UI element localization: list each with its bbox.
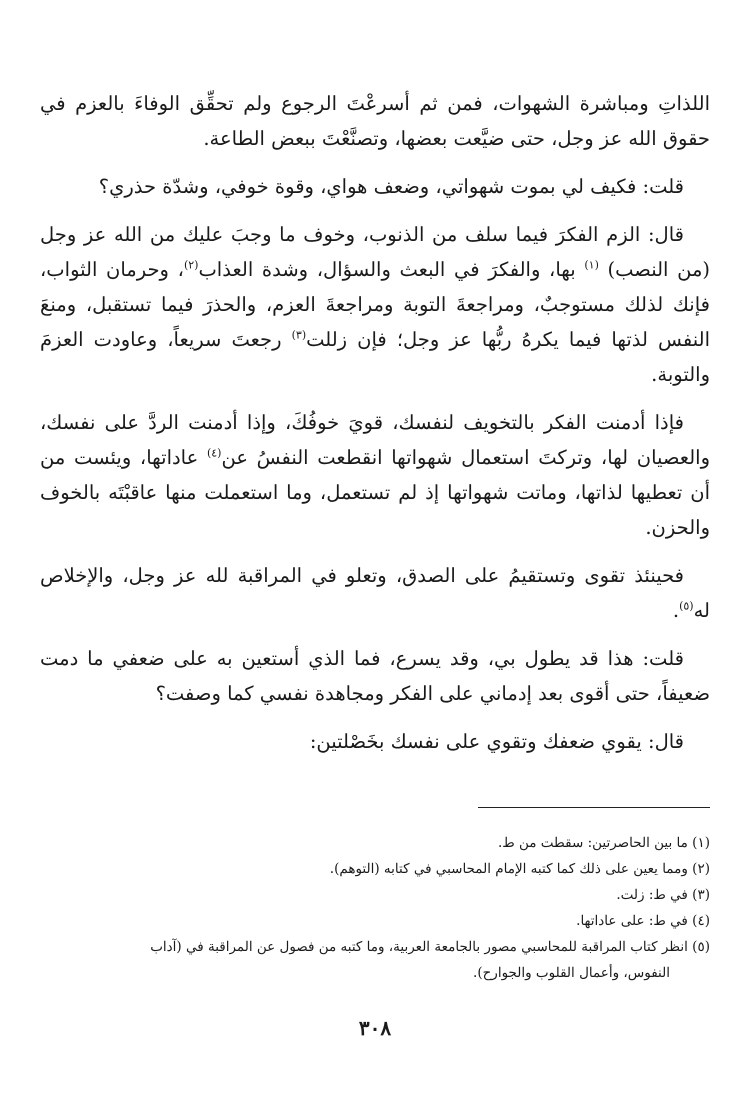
footnotes [40,830,710,986]
footnote-separator [478,807,710,808]
footnote-4 [40,908,710,934]
page-number: ٣٠٨ [358,1016,392,1040]
footnote-number: (١) [692,835,710,851]
footnote-ref-5[interactable]: (٥) [679,599,694,613]
footnote-text: ومما يعين على ذلك كما كتبه الإمام المحاسبي في كتابه (التوهم). [329,861,688,877]
footnote-3 [40,882,710,908]
footnote-text: انظر كتاب المراقبة للمحاسبي مصور بالجامعة العربية، وما كتبه من فصول عن المراقبة في (آداب [150,939,688,955]
paragraph-3 [40,217,710,392]
paragraph-text: فإذا أدمنت الفكر بالتخويف لنفسك، قويَ خوفُكَ، وإذا أدمنت الردَّ على نفسك، والعصيان لها، وتركتَ استعمال شهواتها انقطعت النفسُ عن [40,411,710,469]
paragraph-text: قال: يقوي ضعفك وتقوي على نفسك بخَصْلتين: [309,730,684,753]
paragraph-text: قلت: فكيف لي بموت شهواتي، وضعف هواي، وقوة خوفي، وشدّة حذري؟ [98,175,684,198]
footnote-text: في ط: زلت. [616,887,688,903]
footnote-ref-4[interactable]: (٤) [206,446,222,460]
footnote-ref-2[interactable]: (٢) [183,258,199,272]
paragraph-text: قال: الزم الفكرَ فيما سلف من الذنوب، وخوف ما وجبَ عليك من الله عز وجل (من النصب) [40,223,710,281]
paragraph-text: فحينئذ تقوى وتستقيمُ على الصدق، وتعلو في المراقبة لله عز وجل، والإخلاص له [40,564,710,622]
main-text [40,86,710,772]
footnote-ref-1[interactable]: (١) [584,258,599,272]
paragraph-5 [40,558,710,628]
paragraph-text: بها، والفكرَ في البعث والسؤال، وشدة العذاب [198,258,576,281]
paragraph-2 [40,169,710,204]
paragraph-text: . [672,599,680,622]
footnote-text: ما بين الحاصرتين: سقطت من ط. [497,835,688,851]
footnote-text: في ط: على عاداتها. [576,913,688,929]
footnote-number: (٢) [692,861,710,877]
paragraph-text: رجعتَ سريعاً، وعاودت العزمَ والتوبة. [40,328,710,386]
footnote-ref-3[interactable]: (٣) [291,328,307,342]
footnote-text-continued: النفوس، وأعمال القلوب والجوارح). [473,965,670,981]
paragraph-1 [40,86,710,156]
paragraph-text: اللذاتِ ومباشرة الشهوات، فمن ثم أسرعْتَ الرجوع ولم تحقِّق الوفاءَ بالعزم في حقوق الله عز وجل، حتى ضيَّعت بعضها، وتصنَّعْتَ ببعض الطاعة. [40,92,710,150]
footnote-5 [40,934,710,986]
paragraph-text: عاداتها، ويئست من أن تعطيها لذاتها، وماتت شهواتها إذ لم تستعمل، وما استعملت منها عاقبْتَه بالخوف والحزن. [40,446,710,539]
footnote-number: (٥) [692,939,710,955]
footnote-number: (٣) [692,887,710,903]
footnote-1 [40,830,710,856]
footnote-2 [40,856,710,882]
footnote-number: (٤) [692,913,710,929]
paragraph-text: ، وحرمان الثواب، فإنك لذلك مستوجبٌ، ومراجعةَ التوبة ومراجعةَ العزم، والحذرَ فيما تستقبل، ومنعَ النفس لذتها فيما يكرهُ ربُّها عز وجل؛ فإن زللت [40,258,711,351]
paragraph-6 [40,641,710,711]
paragraph-7 [40,724,710,759]
paragraph-text: قلت: هذا قد يطول بي، وقد يسرع، فما الذي أستعين به على ضعفي ما دمت ضعيفاً، حتى أقوى بعد إدماني على الفكر ومجاهدة نفسي كما وصفت؟ [40,647,710,705]
paragraph-4 [40,405,710,545]
